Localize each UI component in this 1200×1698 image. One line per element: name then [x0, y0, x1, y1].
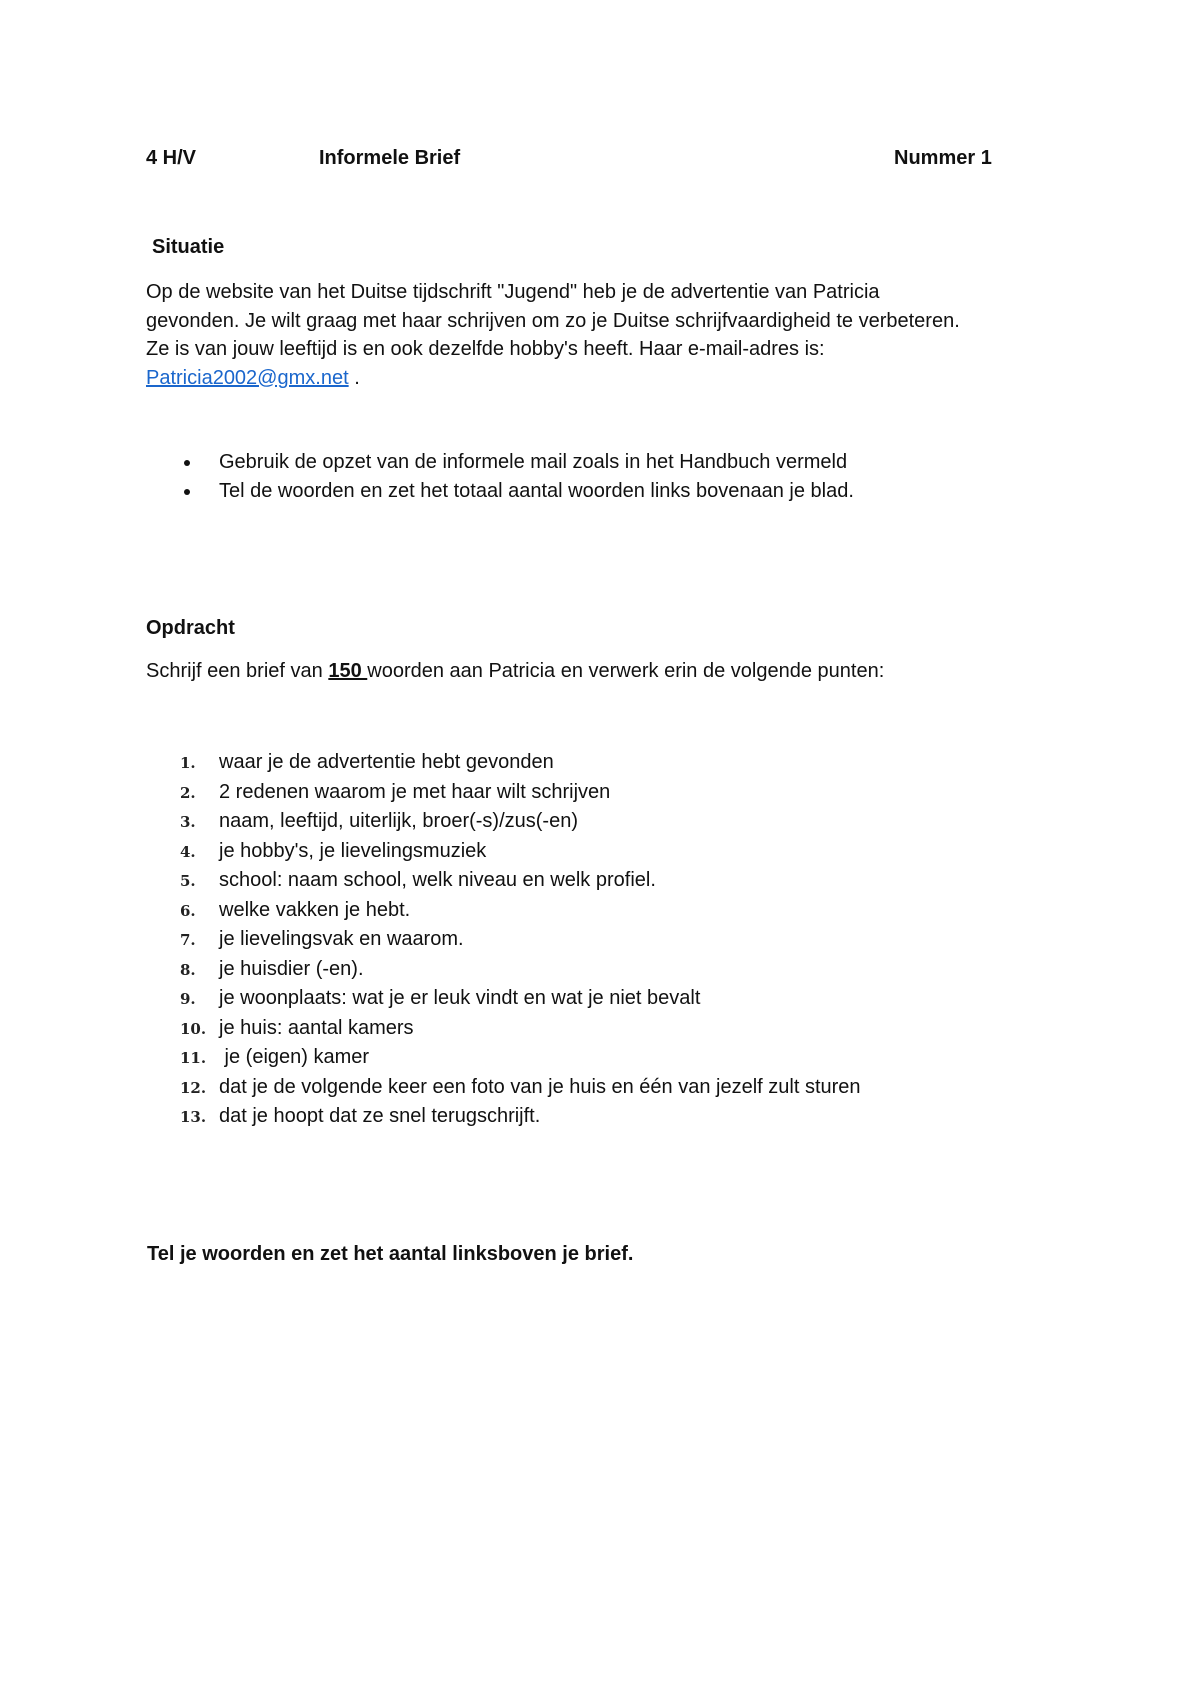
item-text: je woonplaats: wat je er leuk vindt en wat je niet bevalt — [219, 987, 701, 1009]
word-count-highlight: 150 — [328, 660, 368, 682]
situatie-line: Ze is van jouw leeftijd is en ook dezelfde hobby's heeft. Haar e-mail-adres is: — [146, 338, 825, 360]
list-item — [180, 778, 861, 808]
list-item — [180, 925, 861, 955]
situatie-line: Op de website van het Duitse tijdschrift "Jugend" heb je de advertentie van Patricia — [146, 281, 880, 303]
email-link[interactable]: Patricia2002@gmx.net — [146, 366, 349, 389]
list-item — [180, 807, 861, 837]
bullet-dot-icon — [184, 489, 190, 495]
item-number: 4. — [180, 842, 196, 861]
opdracht-intro — [146, 657, 1086, 686]
item-text: waar je de advertentie hebt gevonden — [219, 751, 554, 773]
bullet-item — [180, 477, 854, 506]
document-header — [146, 147, 1046, 175]
item-text: dat je de volgende keer een foto van je huis en één van jezelf zult sturen — [219, 1075, 861, 1098]
item-number: 7. — [180, 931, 196, 949]
item-text: je lievelingsvak en waarom. — [219, 928, 464, 950]
list-item — [180, 896, 861, 926]
situatie-heading: Situatie — [152, 236, 225, 258]
list-item — [180, 1014, 861, 1044]
item-text: je hobby's, je lievelingsmuziek — [219, 839, 487, 862]
item-text: 2 redenen waarom je met haar wilt schrijven — [219, 780, 611, 803]
item-number: 3. — [180, 813, 196, 831]
item-number: 6. — [180, 901, 196, 920]
item-text: naam, leeftijd, uiterlijk, broer(-s)/zus(-en) — [219, 810, 578, 832]
item-text: dat je hoopt dat ze snel terugschrijft. — [219, 1105, 541, 1127]
item-number: 8. — [180, 960, 196, 979]
item-number: 13. — [180, 1108, 207, 1126]
intro-text: woorden aan Patricia en verwerk erin de volgende punten: — [367, 660, 885, 682]
item-number: 9. — [180, 990, 196, 1008]
bullet-text: Tel de woorden en zet het totaal aantal woorden links bovenaan je blad. — [219, 480, 854, 502]
list-item — [180, 837, 861, 867]
item-text: je huisdier (-en). — [219, 957, 364, 980]
item-number: 1. — [180, 754, 196, 772]
bullet-item — [180, 448, 854, 477]
item-number: 12. — [180, 1078, 207, 1097]
item-text: school: naam school, welk niveau en welk profiel. — [219, 869, 656, 891]
list-item — [180, 1102, 861, 1132]
email-line — [146, 364, 1086, 393]
item-number: 11. — [180, 1049, 207, 1067]
item-text: welke vakken je hebt. — [219, 898, 411, 921]
class-label: 4 H/V — [146, 147, 197, 169]
opdracht-heading: Opdracht — [146, 617, 235, 639]
item-text: je huis: aantal kamers — [219, 1016, 414, 1039]
list-item — [180, 1043, 861, 1073]
list-item — [180, 866, 861, 896]
assignment-number: Nummer 1 — [894, 147, 992, 169]
list-item — [180, 1073, 861, 1103]
situatie-line: gevonden. Je wilt graag met haar schrijven om zo je Duitse schrijfvaardigheid te verbeteren. — [146, 309, 960, 332]
instruction-bullets — [180, 448, 854, 506]
item-text: je (eigen) kamer — [219, 1046, 370, 1068]
list-item — [180, 748, 861, 778]
item-number: 2. — [180, 783, 196, 802]
intro-text: Schrijf een brief van — [146, 660, 329, 682]
item-number: 5. — [180, 872, 196, 890]
list-item — [180, 955, 861, 985]
bullet-text: Gebruik de opzet van de informele mail zoals in het Handbuch vermeld — [219, 451, 848, 473]
item-number: 10. — [180, 1019, 207, 1038]
closing-instruction: Tel je woorden en zet het aantal linksboven je brief. — [147, 1243, 634, 1265]
email-suffix: . — [348, 366, 360, 389]
bullet-dot-icon — [184, 460, 190, 466]
list-item — [180, 984, 861, 1014]
document-title: Informele Brief — [319, 147, 461, 169]
points-list — [180, 748, 861, 1132]
situatie-paragraph — [146, 278, 1086, 392]
